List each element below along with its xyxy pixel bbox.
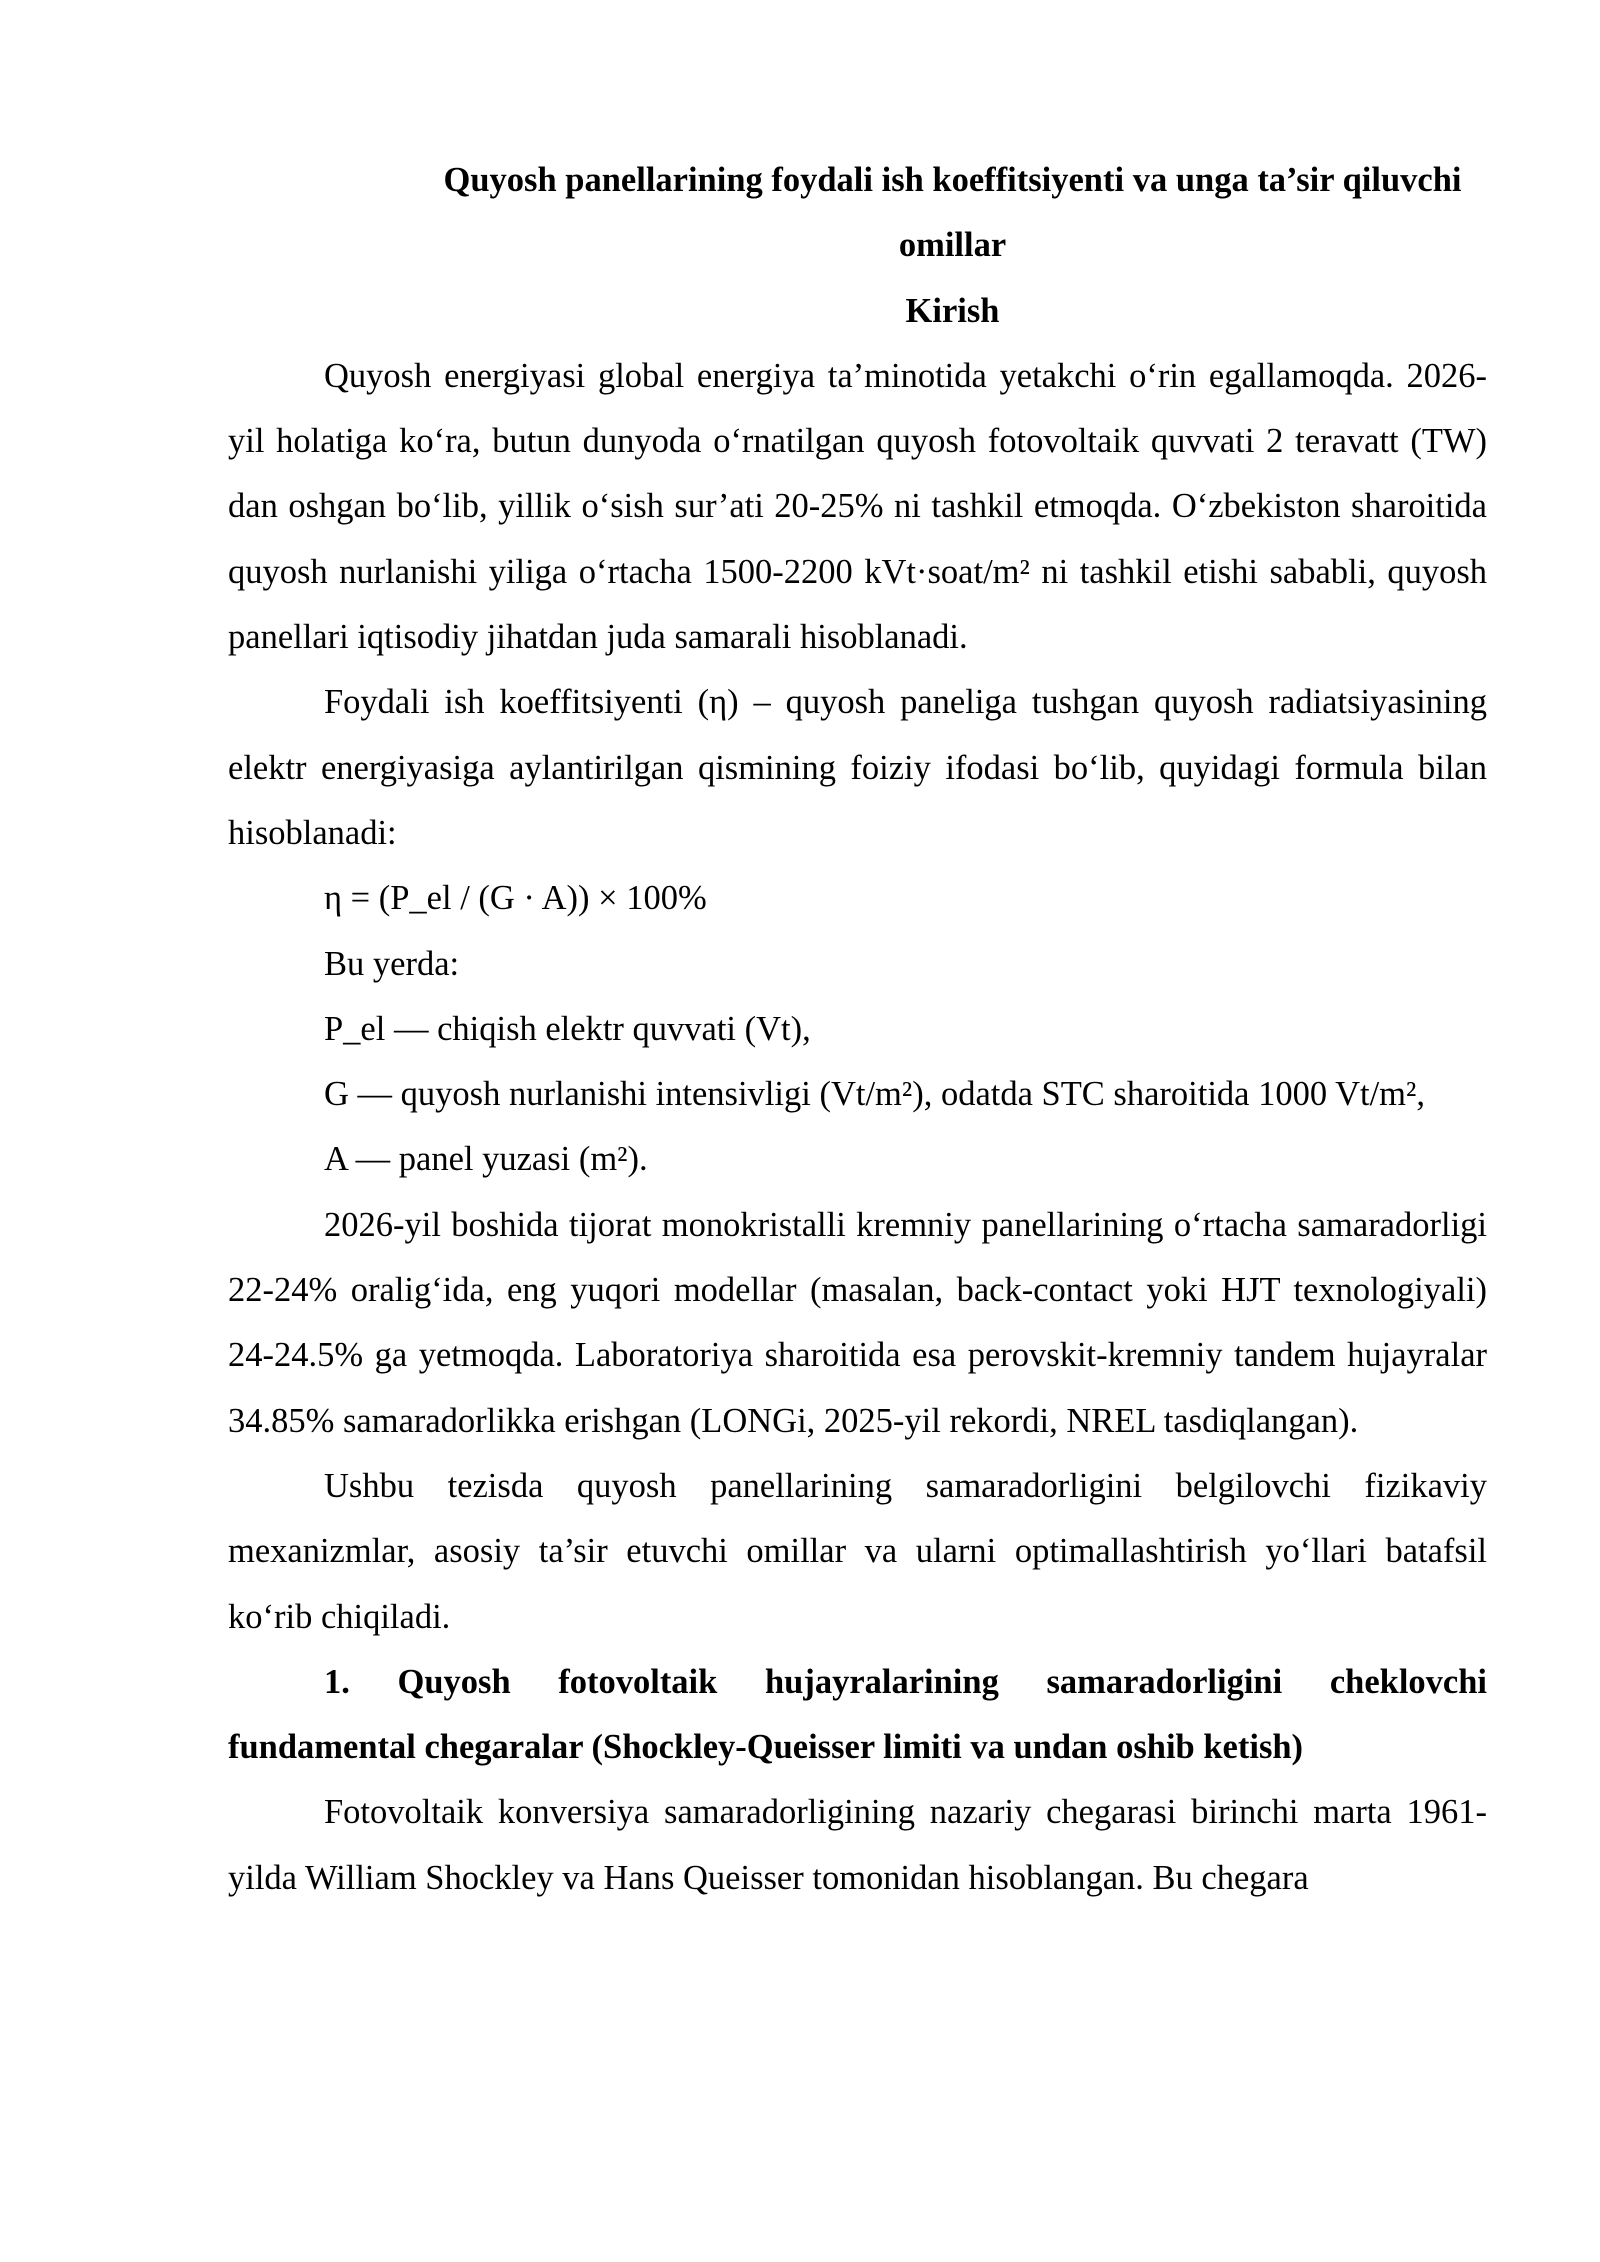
intro-heading: Kirish [905,291,1000,330]
formula-where-label: Bu yerda: [324,944,460,983]
definition-pel: P_el — chiqish elektr quvvati (Vt), [324,1009,811,1048]
definition-a: A — panel yuzasi (m²). [324,1140,648,1179]
paragraph-efficiency-definition: Foydali ish koeffitsiyenti (η) – quyosh paneliga tushgan quyosh radiatsiyasining elektr energiyasiga aylantirilgan qismining foiziy ifodasi bo‘lib, quyidagi formula bilan hisoblanadi: [228,683,1487,852]
paragraph-intro: Quyosh energiyasi global energiya ta’minotida yetakchi o‘rin egallamoqda. 2026-yil holatiga ko‘ra, butun dunyoda o‘rnatilgan quyosh fotovoltaik quvvati 2 teravatt (TW) dan oshgan bo‘lib, yillik o‘sish sur’ati 20-25% ni tashkil etmoqda. O‘zbekiston sharoitida quyosh nurlanishi yiliga o‘rtacha 1500-2200 kVt·soat/m² ni tashkil etishi sababli, quyosh panellari iqtisodiy jihatdan juda samarali hisoblanadi. [228,356,1487,657]
document-title: Quyosh panellarining foydali ish koeffitsiyenti va unga ta’sir qiluvchi omillar [443,161,1462,265]
paragraph-thesis-scope: Ushbu tezisda quyosh panellarining samaradorligini belgilovchi fizikaviy mexanizmlar, asosiy ta’sir etuvchi omillar va ularni optimallashtirish yo‘llari batafsil ko‘rib chiqiladi. [228,1466,1487,1636]
paragraph-commercial-efficiency: 2026-yil boshida tijorat monokristalli kremniy panellarining o‘rtacha samaradorligi 22-24% oralig‘ida, eng yuqori modellar (masalan, back-contact yoki HJT texnologiyali) 24-24.5% ga yetmoqda. Laboratoriya sharoitida esa perovskit-kremniy tandem hujayralar 34.85% samaradorlikka erishgan (LONGi, 2025-yil rekordi, NREL tasdiqlangan). [228,1205,1487,1440]
efficiency-formula: η = (P_el / (G · A)) × 100% [324,879,707,918]
document-body [228,148,1487,1911]
definition-g: G — quyosh nurlanishi intensivligi (Vt/m²), odatda STC sharoitida 1000 Vt/m², [324,1075,1425,1114]
paragraph-shockley-queisser: Fotovoltaik konversiya samaradorligining nazariy chegarasi birinchi marta 1961-yilda William Shockley va Hans Queisser tomonidan hisoblangan. Bu chegara [228,1793,1487,1897]
section-1-heading: 1. Quyosh fotovoltaik hujayralarining samaradorligini cheklovchi fundamental chegaralar (Shockley-Queisser limiti va undan oshib ketish) [228,1662,1487,1767]
